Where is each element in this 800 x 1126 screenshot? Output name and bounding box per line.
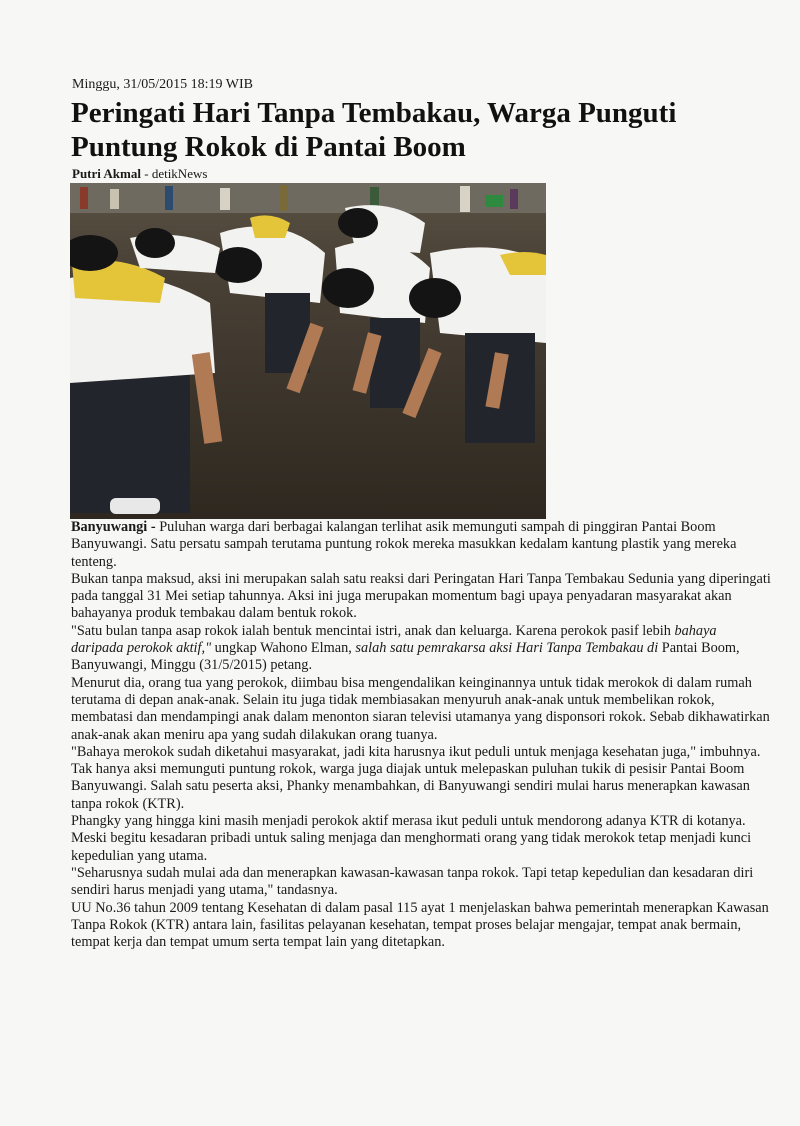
- paragraph-8: "Seharusnya sudah mulai ada dan menerapkan kawasan-kawasan tanpa rokok. Tapi tetap kepedulian dan kesadaran diri sendiri harus menjadi yang utama," tandasnya.: [71, 864, 754, 899]
- article-photo: [70, 183, 546, 519]
- paragraph-3: [71, 623, 771, 675]
- paragraph-1: [71, 519, 771, 571]
- article-body: [71, 519, 771, 951]
- author-name: Putri Akmal: [72, 166, 141, 181]
- quote-part-b: bahaya daripada perokok aktif,": [71, 622, 717, 657]
- article-title: Peringati Hari Tanpa Tembakau, Warga Punguti Puntung Rokok di Pantai Boom: [71, 97, 677, 163]
- quote-attribution: ungkap Wahono Elman,: [211, 640, 356, 657]
- paragraph-6: Tak hanya aksi memunguti puntung rokok, warga juga diajak untuk melepaskan puluhan tukik di pesisir Pantai Boom Banyuwangi. Salah satu peserta aksi, Phanky menambahkan, di Banyuwangi sendiri mulai harus menerapkan kawasan tanpa rokok (KTR).: [71, 761, 750, 812]
- article-byline: [72, 166, 207, 182]
- quote-location: Pantai Boom, Banyuwangi, Minggu (31/5/2015) petang.: [71, 640, 740, 674]
- news-source: - detikNews: [144, 166, 208, 181]
- quote-role: salah satu pemrakarsa aksi Hari Tanpa Tembakau di: [355, 640, 659, 657]
- paragraph-4: Menurut dia, orang tua yang perokok, diimbau bisa mengendalikan keinginannya untuk tidak merokok di dalam rumah terutama di depan anak-anak. Selain itu juga tidak membiasakan menyuruh anak-anak untuk membelikan rokok, membatasi dan mendampingi anak dalam menonton siaran televisi utamanya yang disponsori rokok. Sebab dikhawatirkan anak-anak akan meniru apa yang sudah dilakukan orang tuanya.: [71, 674, 770, 743]
- article-date: Minggu, 31/05/2015 18:19 WIB: [72, 77, 253, 92]
- photo-illustration: [70, 183, 546, 519]
- paragraph-7: Phangky yang hingga kini masih menjadi perokok aktif merasa ikut peduli untuk mendorong adanya KTR di kotanya. Meski begitu kesadaran pribadi untuk saling menjaga dan menghormati orang yang tidak merokok tetap menjadi kunci kepedulian yang utama.: [71, 813, 752, 864]
- quote-part-a: "Satu bulan tanpa asap rokok ialah bentuk mencintai istri, anak dan keluarga. Karena perokok pasif lebih: [71, 622, 675, 639]
- paragraph-5: "Bahaya merokok sudah diketahui masyarakat, jadi kita harusnya ikut peduli untuk menjaga kesehatan juga," imbuhnya.: [71, 743, 761, 760]
- paragraph-1-text: Puluhan warga dari berbagai kalangan terlihat asik memunguti sampah di pinggiran Pantai Boom Banyuwangi. Satu persatu sampah terutama puntung rokok mereka masukkan kedalam kantung plastik yang mereka tenteng.: [71, 519, 737, 570]
- dateline: Banyuwangi -: [71, 519, 156, 535]
- paragraph-9: UU No.36 tahun 2009 tentang Kesehatan di dalam pasal 115 ayat 1 menjelaskan bahwa pemerintah menerapkan Kawasan Tanpa Rokok (KTR) antara lain, fasilitas pelayanan kesehatan, tempat proses belajar mengajar, tempat anak bermain, tempat kerja dan tempat umum serta tempat lain yang ditetapkan.: [71, 899, 769, 951]
- background-crowd: [70, 183, 546, 213]
- paragraph-2: Bukan tanpa maksud, aksi ini merupakan salah satu reaksi dari Peringatan Hari Tanpa Tembakau Sedunia yang diperingati pada tanggal 31 Mei setiap tahunnya. Aksi ini juga merupakan momentum bagi upaya penyadaran masyarakat akan bahayanya produk tembakau dalam bentuk rokok.: [71, 570, 771, 622]
